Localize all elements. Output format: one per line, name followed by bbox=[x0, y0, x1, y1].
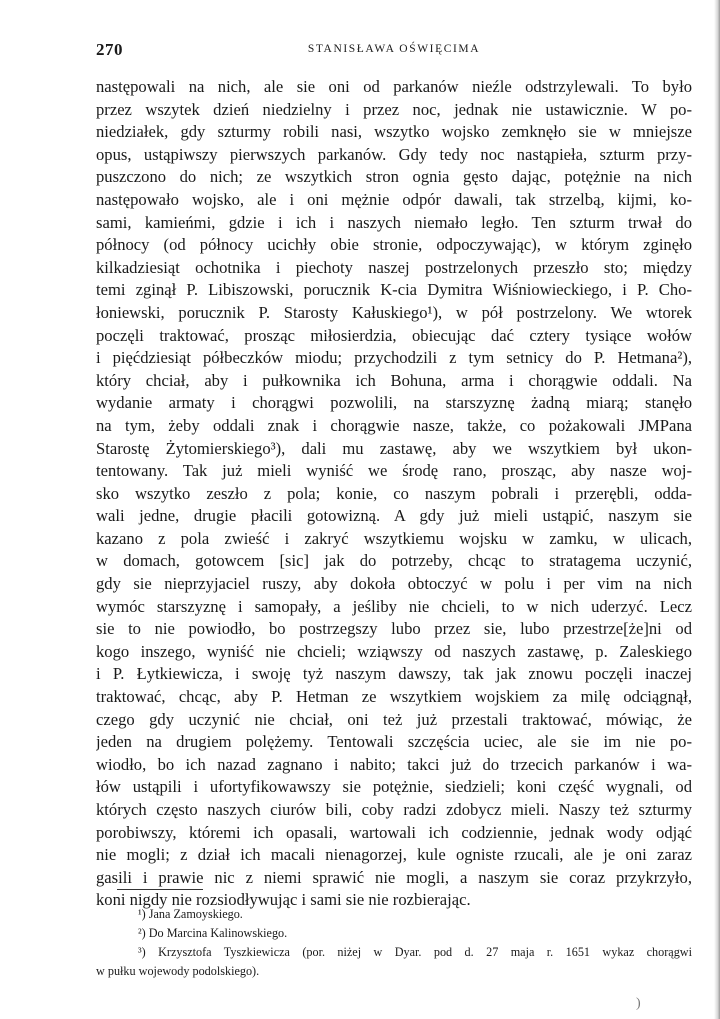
text-line: który chciał, aby i pułkownika ich Bohuna, arma i chorągwie oddali. Na bbox=[96, 370, 692, 390]
running-head: STANISŁAWA OŚWIĘCIMA bbox=[307, 43, 481, 55]
text-line: opus, ustąpiwszy pierwszych parkanów. Gdy tedy noc nastąpieła, szturm przy- bbox=[96, 144, 692, 164]
text-line: czego gdy uczynić nie chciał, oni też już przestali traktować, mówiąc, że bbox=[96, 709, 692, 729]
text-line: poczęli traktować, prosząc miłosierdzia, obiecując dać cztery tysiące wołów bbox=[96, 325, 692, 345]
text-line: niedziałek, gdy szturmy robili nasi, wszytko wojsko zemknęło sie w mniejsze bbox=[96, 122, 692, 142]
text-line: traktować, chcąc, aby P. Hetman ze wszytkiem wojskiem za milę odciągnął, bbox=[96, 687, 692, 707]
footnote-2: ²) Do Marcina Kalinowskiego. bbox=[138, 926, 288, 940]
text-line: kazano z pola zwieść i zakryć wszytkiemu wojsku w zamku, w ulicach, bbox=[96, 528, 692, 548]
body-text bbox=[96, 76, 692, 912]
text-line: przez wszytek dzień niedzielny i przez noc, jednak nie ustawicznie. W po- bbox=[96, 99, 692, 119]
scan-edge-shadow bbox=[714, 0, 720, 1019]
text-line: puszczono do nich; ze wszytkich stron ognia gęsto dając, potężnie na nich bbox=[96, 167, 692, 187]
text-line: łów ustąpili i ufortyfikowawszy sie potężnie, siedzieli; koni część wygnali, od bbox=[96, 777, 692, 797]
text-line: sami, kamieńmi, gdzie i ich i naszych niemało legło. Ten szturm trwał do bbox=[96, 212, 692, 232]
text-line: i P. Łytkiewicza, i swoję tyż naszym dawszy, tak jak znowu poczęli inaczej bbox=[96, 664, 692, 684]
text-line: wydanie armaty i chorągwi pozwolili, na starszyznę żadną miarą; stanęło bbox=[96, 393, 692, 413]
footnote-divider bbox=[117, 889, 203, 890]
page-number: 270 bbox=[96, 40, 123, 59]
text-line: łoniewski, porucznik P. Starosty Kałuskiego¹), w pół postrzelony. We wtorek bbox=[96, 302, 692, 322]
text-line: północy (od północy ucichły obie stronie, odpoczywając), w którym zginęło bbox=[96, 235, 692, 255]
text-line: nie mogli; z dział ich macali nienagorzej, kule ogniste rzucali, ale je oni zaraz bbox=[96, 845, 692, 865]
text-line: sko wszytko zeszło z pola; konie, co naszym pobrali i przerębli, odda- bbox=[96, 483, 692, 503]
footnotes bbox=[96, 905, 692, 981]
text-line: koni nigdy nie rozsiodływując i sami sie nie rozbierając. bbox=[96, 890, 471, 910]
text-line: jeden na drugiem polężemy. Tentowali szczęścia uciec, ale sie im nie po- bbox=[96, 732, 692, 752]
text-line: gasili i prawie nic z niemi sprawić nie mogli, a naszym sie coraz przykrzyło, bbox=[96, 867, 692, 887]
text-line: których często naszych ciurów bili, coby radzi zdobycz mieli. Naszy też szturmy bbox=[96, 800, 692, 819]
text-line: w domach, gotowcem [sic] jak do potrzeby, chcąc to stratagema uczynić, bbox=[96, 551, 692, 571]
text-line: wiodło, bo ich nazad zagnano i nabito; takci już do trzecich parkanów i wa- bbox=[96, 754, 692, 774]
page-header bbox=[96, 40, 692, 62]
text-line: wymóc starszyznę i samopały, a jeśliby nie chcieli, to w nich uderzyć. Lecz bbox=[96, 596, 692, 616]
text-line: temi zginął P. Libiszowski, porucznik K-cia Dymitra Wiśniowieckiego, i P. Cho- bbox=[96, 280, 692, 300]
footnote-3: ³) Krzysztofa Tyszkiewicza (por. niżej w Dyar. pod d. 27 maja r. 1651 wykaz chorągwi bbox=[138, 945, 692, 959]
text-line: sie to nie powiodło, bo postrzegszy lubo przez sie, lubo przestrze[że]ni od bbox=[96, 619, 692, 639]
footnote-1: ¹) Jana Zamoyskiego. bbox=[138, 907, 243, 921]
margin-mark: ) bbox=[636, 996, 641, 1011]
text-line: Starostę Żytomierskiego³), dali mu zastawę, aby we wszytkiem był ukon- bbox=[96, 438, 692, 458]
text-line: następowali na nich, ale sie oni od parkanów nieźle odstrzylewali. To było bbox=[96, 77, 692, 96]
text-line: kilkadziesiąt ochotnika i piechoty naszej postrzelonych przeszło sto; między bbox=[96, 257, 692, 277]
text-line: tentowany. Tak już mieli wyniść we środę rano, prosząc, aby nasze woj- bbox=[96, 461, 692, 481]
text-line: następowało wojsko, ale i oni mężnie odpór dawali, tak strzelbą, kijmi, ko- bbox=[96, 189, 692, 209]
text-line: i pięćdziesiąt półbeczków miodu; przychodzili z tym setnicy do P. Hetmana²), bbox=[96, 348, 692, 368]
text-line: kogo inszego, wyniść nie chcieli; wziąwszy od naszych zastawę, p. Zaleskiego bbox=[96, 641, 692, 661]
text-line: wali jedne, drugie płacili gotowizną. A gdy już mieli ustąpić, naszym sie bbox=[96, 506, 692, 526]
text-line: porobiwszy, któremi ich opasali, wartowali ich codziennie, jednak wody odjąć bbox=[96, 822, 692, 842]
text-line: na tym, żeby oddali znak i chorągwie nasze, także, co pożakowali JMPana bbox=[96, 415, 692, 435]
footnote-3-continuation: w pułku wojewody podolskiego). bbox=[96, 964, 260, 978]
text-line: gdy sie nieprzyjaciel ruszy, aby dokoła obtoczyć w polu i per vim na nich bbox=[96, 574, 692, 594]
